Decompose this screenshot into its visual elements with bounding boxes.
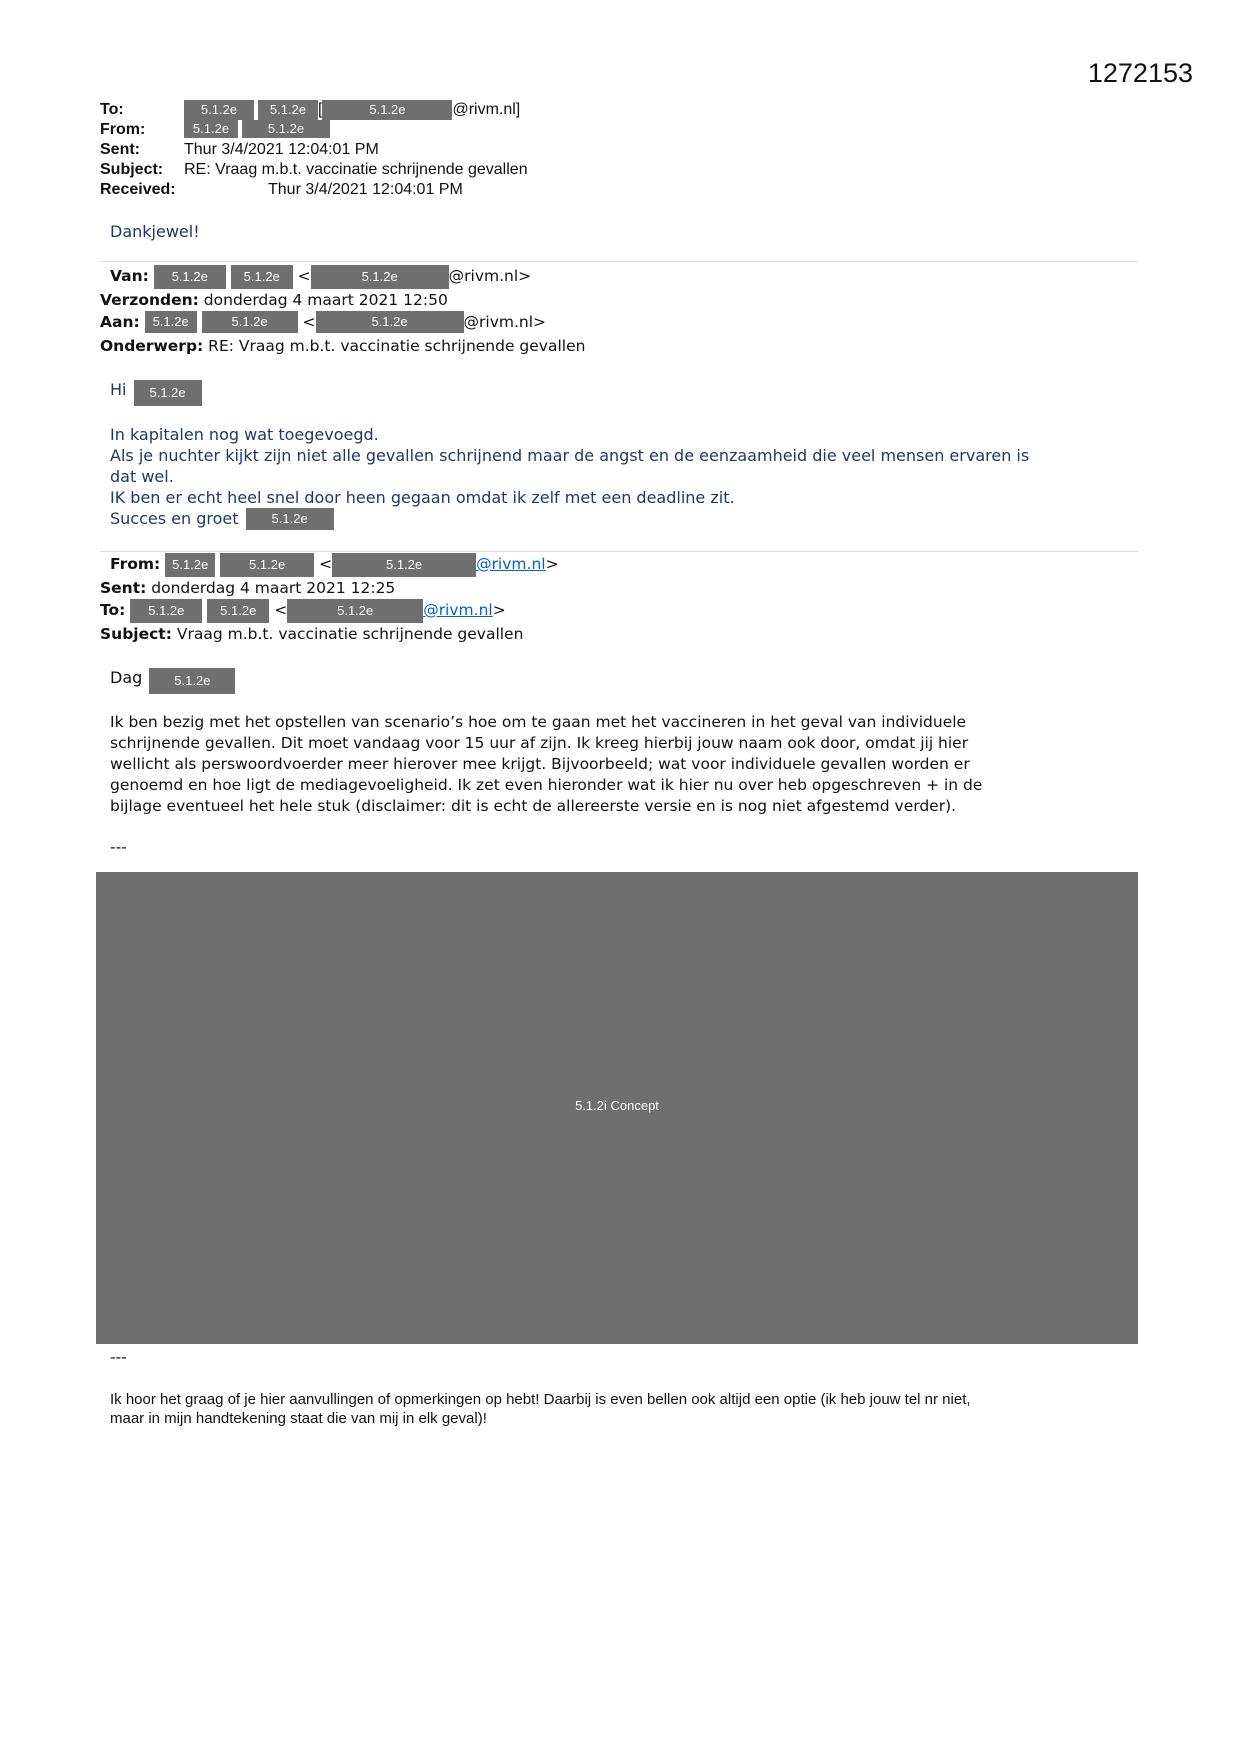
body-line: IK ben er echt heel snel door heen gegaan omdat ik zelf met een deadline zit. xyxy=(110,488,735,507)
redaction-box: 5.1.2e xyxy=(184,100,254,120)
divider xyxy=(100,551,1138,552)
redaction-box: 5.1.2e xyxy=(149,668,235,694)
separator-top: --- xyxy=(110,838,127,856)
quoted1-aan-row: Aan: 5.1.2e 5.1.2e < 5.1.2e @rivm.nl> xyxy=(100,313,547,331)
quoted2-paragraph xyxy=(110,712,982,817)
onderwerp-label: Onderwerp: xyxy=(100,337,204,355)
subject-label: Subject: xyxy=(100,161,164,178)
body-line: Als je nuchter kijkt zijn niet alle gevallen schrijnend maar de angst en de eenzaamheid die veel mensen ervaren is xyxy=(110,446,1030,465)
quoted2-to-row: To: 5.1.2e 5.1.2e < 5.1.2e @rivm.nl> xyxy=(100,599,506,623)
redaction-box: 5.1.2e xyxy=(202,311,298,333)
redaction-box: 5.1.2e xyxy=(311,265,449,289)
redaction-box: 5.1.2e xyxy=(130,599,202,623)
quoted1-verzonden-row xyxy=(100,289,448,311)
redaction-box: 5.1.2e xyxy=(242,120,330,138)
redaction-box: 5.1.2e xyxy=(322,100,452,120)
quoted2-subject-row xyxy=(100,623,523,645)
redaction-box: 5.1.2e xyxy=(154,265,226,289)
redaction-box: 5.1.2e xyxy=(220,553,314,577)
redaction-box: 5.1.2e xyxy=(231,265,293,289)
paragraph-line: Ik ben bezig met het opstellen van scenario’s hoe om te gaan met het vaccineren in het geval van individuele xyxy=(110,713,967,731)
van-domain: @rivm.nl> xyxy=(448,267,532,285)
body-line: Succes en groet 5.1.2e xyxy=(110,508,1029,530)
closing-line: Ik hoor het graag of je hier aanvullingen of opmerkingen op hebt! Daarbij is even bellen ook altijd een optie (ik heb jouw tel nr niet, xyxy=(110,1391,971,1408)
redaction-box: 5.1.2e xyxy=(332,553,476,577)
quoted2-greeting-row xyxy=(110,668,235,694)
onderwerp-value: RE: Vraag m.b.t. vaccinatie schrijnende gevallen xyxy=(208,337,586,355)
redaction-box: 5.1.2e xyxy=(145,311,197,333)
paragraph-line: genoemd en hoe ligt de mediagevoeligheid. Ik zet even hieronder wat ik hier nu over heb opgeschreven + in de xyxy=(110,776,983,794)
sent-value: donderdag 4 maart 2021 12:25 xyxy=(151,579,396,597)
redaction-box: 5.1.2e xyxy=(246,508,334,530)
to-label: To: xyxy=(100,101,124,118)
verzonden-label: Verzonden: xyxy=(100,291,199,309)
bracket-open: [ xyxy=(318,101,323,118)
quoted1-onderwerp-row xyxy=(100,335,585,357)
closing-paragraph xyxy=(110,1390,971,1428)
closing-line: maar in mijn handtekening staat die van mij in elk geval)! xyxy=(110,1410,487,1427)
email-link[interactable]: @rivm.nl xyxy=(476,555,546,573)
redaction-box: 5.1.2e xyxy=(184,120,238,138)
quoted1-greeting-row xyxy=(110,380,202,406)
paragraph-line: wellicht als perswoordvoerder meer hierover mee krijgt. Bijvoorbeeld; wat voor individuele gevallen worden er xyxy=(110,755,970,773)
sent-value: Thur 3/4/2021 12:04:01 PM xyxy=(184,141,379,158)
redaction-box: 5.1.2e xyxy=(165,553,215,577)
subject-value: RE: Vraag m.b.t. vaccinatie schrijnende gevallen xyxy=(184,161,528,178)
sent-label: Sent: xyxy=(100,579,147,597)
from-label: From: xyxy=(100,121,146,138)
separator-bottom: --- xyxy=(110,1348,127,1366)
quoted1-body xyxy=(110,424,1029,530)
received-value: Thur 3/4/2021 12:04:01 PM xyxy=(268,181,463,198)
to-label: To: xyxy=(100,601,126,619)
subject-label: Subject: xyxy=(100,625,172,643)
from-label: From: xyxy=(110,555,161,573)
concept-redaction-label: 5.1.2i Concept xyxy=(575,1098,659,1113)
paragraph-line: bijlage eventueel het hele stuk (disclaimer: dit is echt de allereerste versie en is nog niet afgestemd verder). xyxy=(110,797,957,815)
redaction-box: 5.1.2e xyxy=(287,599,423,623)
redaction-box: 5.1.2e xyxy=(258,100,318,120)
subject-value: Vraag m.b.t. vaccinatie schrijnende gevallen xyxy=(176,625,524,643)
paragraph-line: schrijnende gevallen. Dit moet vandaag voor 15 uur af zijn. Ik kreeg hierbij jouw naam ook door, omdat jij hier xyxy=(110,734,969,752)
greeting: Dag xyxy=(110,668,143,687)
body-line: In kapitalen nog wat toegevoegd. xyxy=(110,425,379,444)
reply-body: Dankjewel! xyxy=(110,222,200,241)
email-link[interactable]: @rivm.nl xyxy=(423,601,493,619)
redaction-box: 5.1.2e xyxy=(134,380,202,406)
quoted2-sent-row xyxy=(100,577,395,599)
redaction-box: 5.1.2e xyxy=(207,599,269,623)
body-line: dat wel. xyxy=(110,467,174,486)
aan-domain: @rivm.nl> xyxy=(463,313,547,331)
greeting: Hi xyxy=(110,380,127,399)
verzonden-value: donderdag 4 maart 2021 12:50 xyxy=(203,291,448,309)
received-label: Received: xyxy=(100,181,176,198)
divider xyxy=(100,261,1138,262)
van-label: Van: xyxy=(110,267,149,285)
quoted2-from-row: From: 5.1.2e 5.1.2e < 5.1.2e @rivm.nl> xyxy=(110,553,559,577)
concept-redaction-block xyxy=(96,872,1138,1344)
sent-label: Sent: xyxy=(100,141,140,158)
document-number: 1272153 xyxy=(1087,58,1193,88)
to-domain: @rivm.nl] xyxy=(452,101,521,118)
quoted1-van-row: Van: 5.1.2e 5.1.2e < 5.1.2e @rivm.nl> xyxy=(110,265,531,289)
aan-label: Aan: xyxy=(100,313,140,331)
redaction-box: 5.1.2e xyxy=(316,311,464,333)
